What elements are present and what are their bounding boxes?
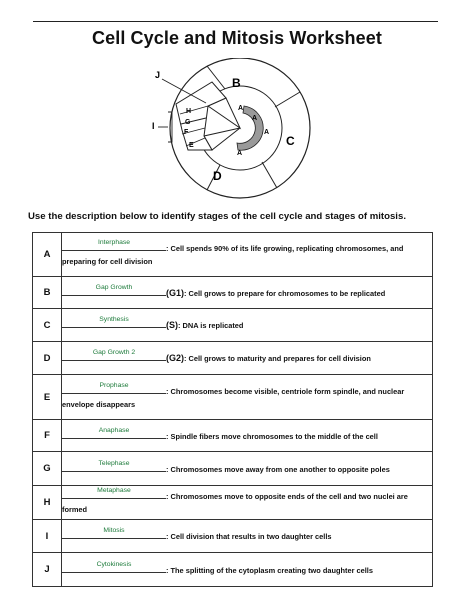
label-i: I (152, 121, 155, 131)
row-text: : Cell division that results in two daughter cells (166, 532, 332, 541)
answer-text: Metaphase (97, 487, 131, 494)
row-description (62, 277, 433, 309)
table-row (33, 520, 433, 553)
answer-blank[interactable] (62, 318, 166, 328)
row-letter: D (33, 342, 62, 375)
label-j: J (155, 70, 161, 80)
label-e: E (189, 142, 194, 149)
row-letter: E (33, 375, 62, 420)
cell-cycle-diagram (140, 58, 330, 218)
row-text: : Chromosomes become visible, centriole form spindle, and nuclear (166, 386, 405, 396)
answer-text: Synthesis (99, 316, 129, 323)
row-description (62, 375, 433, 420)
table-row (33, 486, 433, 520)
answer-blank[interactable] (62, 283, 166, 296)
table-row (33, 452, 433, 486)
label-a-right-upper: A (252, 115, 258, 122)
label-a-bottom: A (237, 150, 243, 157)
row-text: : Spindle fibers move chromosomes to the middle of the cell (166, 431, 378, 441)
row-description (62, 486, 433, 520)
answer-text: Prophase (99, 381, 129, 389)
answer-blank[interactable] (62, 459, 166, 472)
row-text: : Cell spends 90% of its life growing, replicating chromosomes, and (166, 244, 404, 253)
table-row (33, 553, 433, 587)
label-g: G (185, 119, 191, 126)
row-description (62, 452, 433, 486)
row-letter: A (33, 233, 62, 277)
answer-text: Telephase (98, 459, 130, 467)
label-h: H (186, 108, 192, 115)
row-letter: J (33, 553, 62, 587)
worksheet-table (32, 232, 433, 587)
answer-blank[interactable] (62, 381, 166, 394)
row-description (62, 233, 433, 277)
answer-blank[interactable] (62, 241, 166, 251)
row-abbreviation: (G1) (166, 287, 184, 298)
row-text: : Cell grows to maturity and prepares for cell division (184, 354, 371, 363)
table-row (33, 420, 433, 452)
answer-text: Interphase (97, 239, 131, 246)
label-a-right: A (264, 129, 270, 136)
answer-blank[interactable] (62, 351, 166, 361)
answer-text: Anaphase (98, 426, 130, 434)
row-abbreviation: (S) (166, 320, 178, 330)
row-description (62, 309, 433, 342)
row-letter: F (33, 420, 62, 452)
table-row (33, 277, 433, 309)
row-letter: G (33, 452, 62, 486)
table-row (33, 342, 433, 375)
answer-blank[interactable] (62, 529, 166, 539)
row-description (62, 342, 433, 375)
label-f: F (184, 129, 189, 136)
instructions: Use the description below to identify stages of the cell cycle and stages of mitosis. (28, 211, 406, 222)
row-letter: C (33, 309, 62, 342)
row-text: : DNA is replicated (178, 321, 244, 330)
row-text: : Chromosomes move away from one another to opposite poles (166, 464, 390, 474)
row-text: : Cell grows to prepare for chromosomes to be replicated (184, 288, 386, 298)
answer-blank[interactable] (62, 560, 166, 573)
table-row (33, 309, 433, 342)
table-row (33, 375, 433, 420)
answer-blank[interactable] (62, 489, 166, 499)
answer-text: Mitosis (103, 527, 125, 534)
label-b: B (232, 76, 241, 90)
label-c: C (286, 134, 295, 148)
row-description (62, 520, 433, 553)
label-d: D (213, 169, 222, 183)
row-abbreviation: (G2) (166, 353, 184, 363)
top-rule (33, 21, 438, 22)
table-row (33, 233, 433, 277)
row-text: : Chromosomes move to opposite ends of the cell and two nuclei are formed (62, 492, 408, 514)
answer-text: Cytokinesis (96, 560, 132, 568)
answer-text: Gap Growth (95, 283, 133, 291)
label-a-top: A (238, 105, 244, 112)
row-description (62, 420, 433, 452)
row-description (62, 553, 433, 587)
row-text-continued: preparing for cell division (62, 257, 153, 266)
row-letter: H (33, 486, 62, 520)
row-letter: B (33, 277, 62, 309)
row-letter: I (33, 520, 62, 553)
answer-blank[interactable] (62, 426, 166, 439)
answer-text: Gap Growth 2 (92, 349, 136, 356)
page-title: Cell Cycle and Mitosis Worksheet (92, 28, 382, 48)
row-text-continued: envelope disappears (62, 399, 136, 409)
row-text: : The splitting of the cytoplasm creating two daughter cells (166, 565, 373, 575)
